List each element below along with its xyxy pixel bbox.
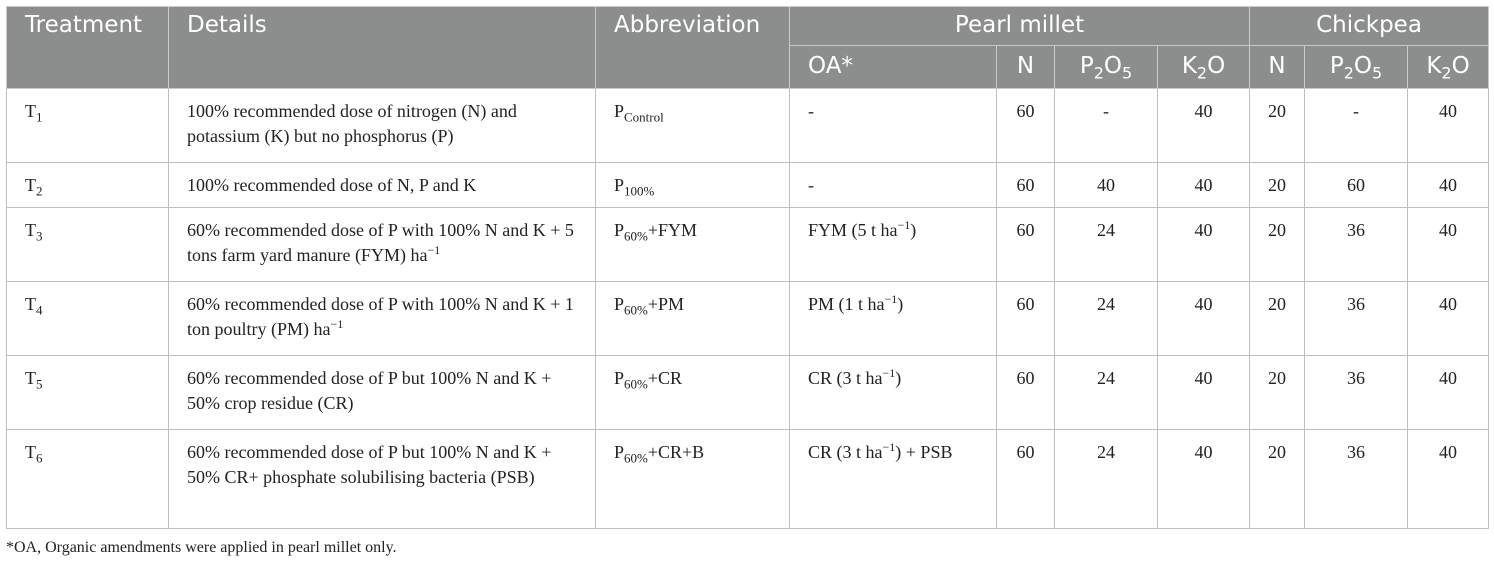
header-chickpea: Chickpea (1250, 7, 1489, 46)
header-pearl-millet: Pearl millet (790, 7, 1250, 46)
cell-oa: FYM (5 t $ha^{-1}$) (790, 208, 997, 282)
cell-cp-k: 40 (1408, 356, 1489, 430)
cell-details: 60% recommended dose of P but 100% N and K + 50% CR+ phosphate solubilising bacteria (PSB) (169, 430, 596, 529)
cell-pm-p: 24 (1055, 430, 1158, 529)
cell-cp-p: 36 (1305, 208, 1408, 282)
table-row (7, 282, 1489, 356)
cell-pm-k: 40 (1158, 208, 1250, 282)
cell-oa: PM (1 t $ha^{-1}$) (790, 282, 997, 356)
cell-cp-n: 20 (1250, 430, 1305, 529)
cell-treatment: $T_4$ (7, 282, 169, 356)
table-row (7, 356, 1489, 430)
cell-pm-n: 60 (997, 282, 1055, 356)
cell-cp-p: - (1305, 89, 1408, 163)
cell-pm-p: 40 (1055, 163, 1158, 208)
cell-abbreviation: $P_{60\%}+FYM$ (596, 208, 790, 282)
cell-treatment: $T_6$ (7, 430, 169, 529)
header-oa: OA* (790, 46, 997, 89)
cell-pm-p: - (1055, 89, 1158, 163)
cell-details: 60% recommended dose of P but 100% N and K + 50% crop residue (CR) (169, 356, 596, 430)
cell-cp-n: 20 (1250, 208, 1305, 282)
table-row (7, 163, 1489, 208)
header-abbreviation: Abbreviation (596, 7, 790, 89)
header-pm-n: N (997, 46, 1055, 89)
document (6, 6, 1488, 557)
cell-cp-p: 36 (1305, 356, 1408, 430)
cell-abbreviation: $P_{Control}$ (596, 89, 790, 163)
cell-treatment: $T_2$ (7, 163, 169, 208)
cell-details: 60% recommended dose of P with 100% N and K + 5 tons farm yard manure (FYM) $ha^{-1}$ (169, 208, 596, 282)
cell-pm-p: 24 (1055, 356, 1158, 430)
cell-cp-p: 36 (1305, 430, 1408, 529)
cell-abbreviation: $P_{60\%}+CR+B$ (596, 430, 790, 529)
cell-treatment: $T_1$ (7, 89, 169, 163)
cell-pm-k: 40 (1158, 356, 1250, 430)
cell-pm-k: 40 (1158, 282, 1250, 356)
cell-pm-k: 40 (1158, 430, 1250, 529)
cell-pm-n: 60 (997, 208, 1055, 282)
table-row (7, 208, 1489, 282)
cell-cp-p: 36 (1305, 282, 1408, 356)
cell-cp-n: 20 (1250, 282, 1305, 356)
treatment-table (6, 6, 1489, 529)
cell-pm-p: 24 (1055, 282, 1158, 356)
cell-oa: - (790, 163, 997, 208)
cell-cp-n: 20 (1250, 356, 1305, 430)
cell-pm-p: 24 (1055, 208, 1158, 282)
cell-cp-n: 20 (1250, 163, 1305, 208)
header-pm-p2o5: $P_2O_5$ (1055, 46, 1158, 89)
cell-pm-n: 60 (997, 430, 1055, 529)
cell-pm-k: 40 (1158, 163, 1250, 208)
header-details: Details (169, 7, 596, 89)
header-cp-p2o5: $P_2O_5$ (1305, 46, 1408, 89)
cell-cp-n: 20 (1250, 89, 1305, 163)
cell-cp-k: 40 (1408, 430, 1489, 529)
cell-cp-k: 40 (1408, 89, 1489, 163)
cell-details: 100% recommended dose of nitrogen (N) and potassium (K) but no phosphorus (P) (169, 89, 596, 163)
cell-abbreviation: $P_{100\%}$ (596, 163, 790, 208)
cell-treatment: $T_3$ (7, 208, 169, 282)
cell-cp-p: 60 (1305, 163, 1408, 208)
cell-pm-n: 60 (997, 163, 1055, 208)
cell-cp-k: 40 (1408, 208, 1489, 282)
cell-cp-k: 40 (1408, 282, 1489, 356)
table-row (7, 89, 1489, 163)
header-pm-k2o: $K_2O$ (1158, 46, 1250, 89)
header-treatment: Treatment (7, 7, 169, 89)
cell-treatment: $T_5$ (7, 356, 169, 430)
cell-oa: - (790, 89, 997, 163)
cell-oa: CR (3 t $ha^{-1}$) + PSB (790, 430, 997, 529)
cell-oa: CR (3 t $ha^{-1}$) (790, 356, 997, 430)
cell-pm-n: 60 (997, 89, 1055, 163)
cell-pm-k: 40 (1158, 89, 1250, 163)
header-row-group (7, 7, 1489, 46)
cell-cp-k: 40 (1408, 163, 1489, 208)
cell-details: 60% recommended dose of P with 100% N and K + 1 ton poultry (PM) $ha^{-1}$ (169, 282, 596, 356)
table-footnote: *OA, Organic amendments were applied in pearl millet only. (6, 539, 397, 556)
header-cp-k2o: $K_2O$ (1408, 46, 1489, 89)
table-row (7, 430, 1489, 529)
header-cp-n: N (1250, 46, 1305, 89)
cell-abbreviation: $P_{60\%}+CR$ (596, 356, 790, 430)
cell-abbreviation: $P_{60\%}+PM$ (596, 282, 790, 356)
cell-pm-n: 60 (997, 356, 1055, 430)
cell-details: 100% recommended dose of N, P and K (169, 163, 596, 208)
